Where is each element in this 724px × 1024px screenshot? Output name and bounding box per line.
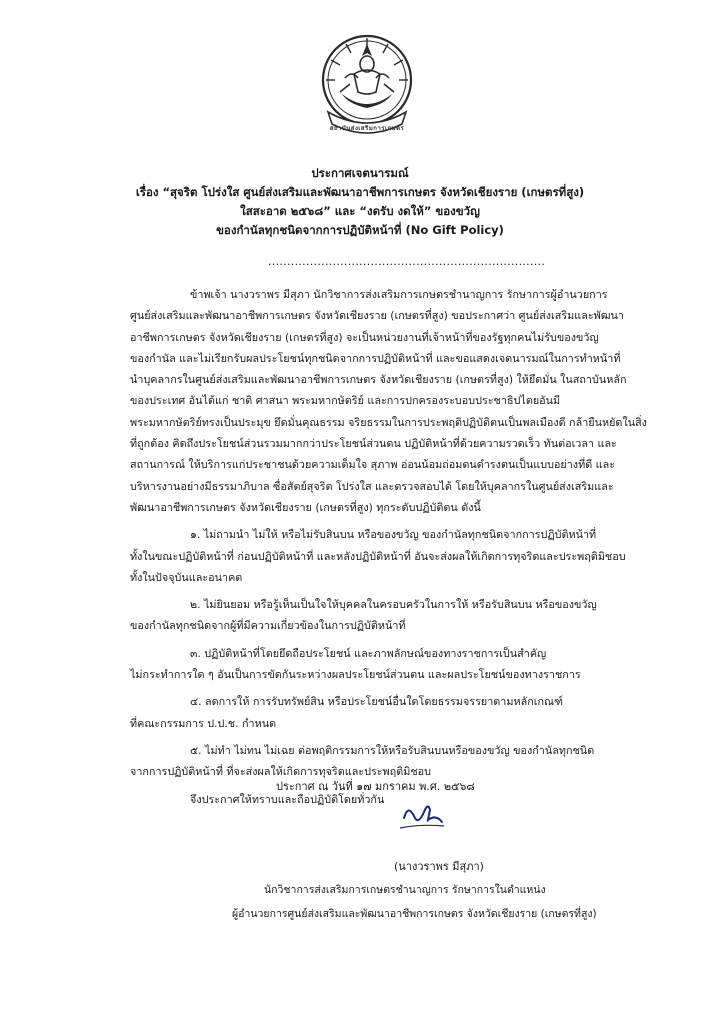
policy-item-line: ทั้งในปัจจุบันและอนาคต: [130, 570, 243, 584]
intro-line: ของกำนัล และไม่เรียกรับผลประโยชน์ทุกชนิดจากการปฏิบัติหน้าที่ และขอแสดงเจตนารมณ์ในการทำหน้าที่: [130, 351, 621, 365]
policy-item-line: จากการปฏิบัติหน้าที่ ที่จะส่งผลให้เกิดการทุจริตและประพฤติมิชอบ: [130, 765, 432, 779]
handwritten-signature: [398, 798, 446, 832]
policy-item-line: ทั้งในขณะปฏิบัติหน้าที่ ก่อนปฏิบัติหน้าที่ และหลังปฏิบัติหน้าที่ อันจะส่งผลให้เกิดการทุจริตและประพฤติมิชอบ: [130, 549, 626, 563]
signer-name: (นางวราพร มีสุภา): [394, 860, 484, 873]
intro-line: ของประเทศ อันได้แก่ ชาติ ศาสนา พระมหากษัตริย์ และการปกครองระบอบประชาธิปไตยอันมี: [130, 394, 561, 408]
policy-item-line: ที่คณะกรรมการ ป.ป.ช. กำหนด: [130, 716, 277, 730]
policy-item: [130, 734, 670, 783]
intro-line: พระมหากษัตริย์ทรงเป็นประมุข ยึดมั่นคุณธรรม จริยธรรมในการประพฤติปฏิบัติตนเป็นพลเมืองดี กล้ายืนหยัดในสิ่ง: [130, 415, 647, 429]
policy-item-line: ไม่กระทำการใด ๆ อันเป็นการขัดกันระหว่างผลประโยชน์ส่วนตน และผลประโยชน์ของทางราชการ: [130, 668, 581, 682]
policy-item: [130, 685, 670, 734]
announcement-body: [130, 284, 670, 810]
policy-items: [130, 518, 670, 782]
intro-line: บริหารงานอย่างมีธรรมาภิบาล ซื่อสัตย์สุจริต โปร่งใส และตรวจสอบได้ โดยให้บุคลากรในศูนย์ส่งเสริมและ: [130, 479, 614, 493]
subject-line-2: ใสสะอาด ๒๕๖๘” และ “งดรับ งดให้” ของขวัญ: [240, 204, 480, 218]
separator-dots: .........................................................................: [268, 255, 546, 268]
intro-paragraph: [130, 284, 670, 518]
policy-item: [130, 637, 670, 686]
announcement-header: [80, 164, 640, 240]
intro-line: ที่ถูกต้อง คิดถึงประโยชน์ส่วนรวมมากกว่าประโยชน์ส่วนตน ปฏิบัติหน้าที่ด้วยความรวดเร็ว ทันต่อเวลา และ: [130, 437, 617, 451]
policy-item-line: ๒. ไม่ยินยอม หรือรู้เห็นเป็นใจให้บุคคลในครอบครัวในการให้ หรือรับสินบน หรือของขวัญ: [190, 598, 597, 612]
policy-item: [130, 588, 670, 637]
policy-item: [130, 518, 670, 588]
subject-line-3: ของกำนัลทุกชนิดจากการปฏิบัติหน้าที่ (No Gift Policy): [216, 223, 504, 237]
signer-title-1: นักวิชาการส่งเสริมการเกษตรชำนาญการ รักษาการในตำแหน่ง: [264, 884, 546, 896]
policy-item-line: ๑. ไม่ถามนำ ไม่ให้ หรือไม่รับสินบน หรือของขวัญ ของกำนัลทุกชนิดจากการปฏิบัติหน้าที่: [190, 528, 597, 542]
intro-line: อาชีพการเกษตร จังหวัดเชียงราย (เกษตรที่สูง) จะเป็นหน่วยงานที่เจ้าหน้าที่ของรัฐทุกคนไม่รับของขวัญ: [130, 330, 599, 344]
announcement-date: ประกาศ ณ วันที่ ๑๗ มกราคม พ.ศ. ๒๕๖๘: [276, 780, 475, 793]
subject-line-1: เรื่อง “สุจริต โปร่งใส ศูนย์ส่งเสริมและพัฒนาอาชีพการเกษตร จังหวัดเชียงราย (เกษตรที่สูง): [135, 185, 585, 199]
policy-item-line: ๕. ไม่ทำ ไม่ทน ไม่เฉย ต่อพฤติกรรมการให้หรือรับสินบนหรือของขวัญ ของกำนัลทุกชนิด: [190, 743, 595, 757]
logo-text: สถาบันส่งเสริมการเกษตร: [329, 125, 405, 132]
announcement-title: ประกาศเจตนารมณ์: [311, 166, 409, 180]
signer-title-2: ผู้อำนวยการศูนย์ส่งเสริมและพัฒนาอาชีพการเกษตร จังหวัดเชียงราย (เกษตรที่สูง): [232, 908, 597, 920]
policy-item-line: ๔. ลดการให้ การรับทรัพย์สิน หรือประโยชน์อื่นใดโดยธรรมจรรยาตามหลักเกณฑ์: [190, 695, 563, 709]
policy-item-line: ของกำนัลทุกชนิดจากผู้ที่มีความเกี่ยวข้องในการปฏิบัติหน้าที่: [130, 619, 406, 633]
intro-line: นำบุคลากรในศูนย์ส่งเสริมและพัฒนาอาชีพการเกษตร จังหวัดเชียงราย (เกษตรที่สูง) ให้ยึดมั่น ในสถาบันหลัก: [130, 373, 627, 387]
intro-line: ข้าพเจ้า นางวราพร มีสุภา นักวิชาการส่งเสริมการเกษตรชำนาญการ รักษาการผู้อำนวยการ: [190, 288, 608, 301]
policy-item-line: ๓. ปฏิบัติหน้าที่โดยยึดถือประโยชน์ และภาพลักษณ์ของทางราชการเป็นสำคัญ: [190, 646, 547, 660]
intro-line: พัฒนาอาชีพการเกษตร จังหวัดเชียงราย (เกษตรที่สูง) ทุกระดับปฏิบัติตน ดังนี้: [130, 500, 481, 514]
intro-line: ศูนย์ส่งเสริมและพัฒนาอาชีพการเกษตร จังหวัดเชียงราย (เกษตรที่สูง) ขอประกาศว่า ศูนย์ส่งเสริมและพัฒนา: [130, 309, 624, 323]
intro-line: สถานการณ์ ให้บริการแก่ประชาชนด้วยความเต็มใจ สุภาพ อ่อนน้อมถ่อมตนดำรงตนเป็นแบบอย่างที่ดี และ: [130, 458, 616, 472]
agency-logo: [320, 22, 414, 142]
closing-statement: จึงประกาศให้ทราบและถือปฏิบัติโดยทั่วกัน: [190, 792, 385, 806]
